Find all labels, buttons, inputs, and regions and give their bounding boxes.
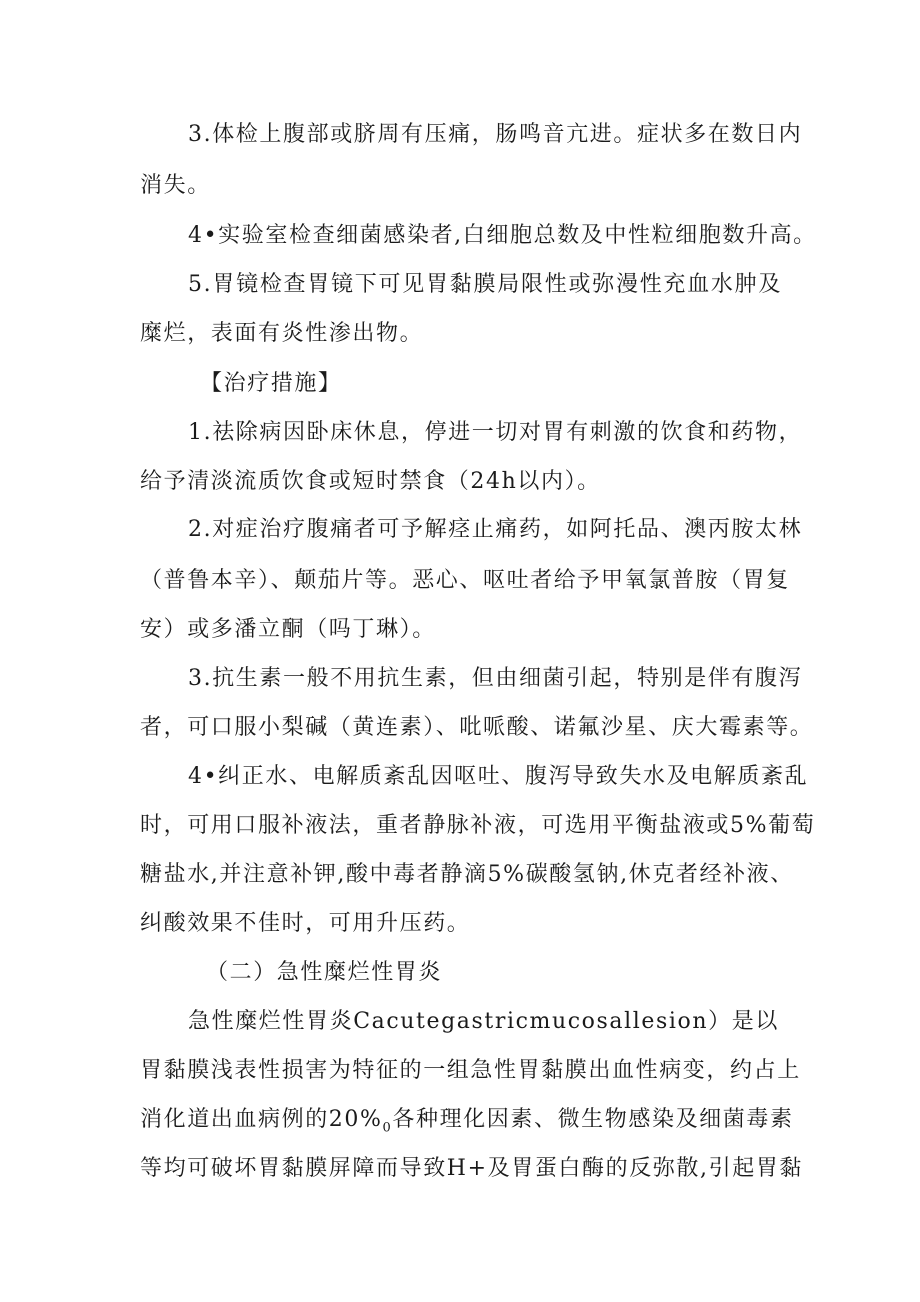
- paragraph-line: 胃黏膜浅表性损害为特征的一组急性胃黏膜出血性病变，约占上: [140, 1058, 801, 1083]
- paragraph-line: 糜烂，表面有炎性渗出物。: [140, 321, 424, 346]
- subscript: 0: [382, 1120, 393, 1136]
- paragraph-line: （普鲁本辛）、颠茄片等。恶心、呕吐者给予甲氧氯普胺（胃复: [140, 568, 790, 593]
- line-segment: 各种理化因素、微生物感染及细菌毒素: [392, 1107, 794, 1132]
- section-heading: 【治疗措施】: [200, 371, 342, 396]
- paragraph-line: 给予清淡流质饮食或短时禁食（24h以内）。: [140, 469, 601, 494]
- paragraph-line: 3.体检上腹部或脐周有压痛，肠鸣音亢进。症状多在数日内: [188, 122, 803, 147]
- paragraph-line: 者，可口服小梨碱（黄连素）、吡哌酸、诺氟沙星、庆大霉素等。: [140, 715, 814, 740]
- paragraph-line: 4•实验室检查细菌感染者,白细胞总数及中性粒细胞数升高。: [188, 223, 817, 248]
- paragraph-line: 3.抗生素一般不用抗生素，但由细菌引起，特别是伴有腹泻: [188, 666, 803, 691]
- paragraph-line: 消失。: [140, 173, 211, 198]
- paragraph-line: 2.对症治疗腹痛者可予解痉止痛药，如阿托品、澳丙胺太林: [188, 517, 803, 542]
- paragraph-line: 1.祛除病因卧床休息，停进一切对胃有刺激的饮食和药物，: [188, 420, 803, 445]
- line-segment: 消化道出血病例的20%: [140, 1107, 383, 1132]
- paragraph-line: 时，可用口服补液法，重者静脉补液，可选用平衡盐液或5%葡萄: [140, 813, 816, 838]
- paragraph-line: 等均可破坏胃黏膜屏障而导致H+及胃蛋白酶的反弥散,引起胃黏: [140, 1156, 804, 1181]
- paragraph-line: 糖盐水,并注意补钾,酸中毒者静滴5%碳酸氢钠,休克者经补液、: [140, 862, 794, 887]
- paragraph-line: 急性糜烂性胃炎Cacutegastricmucosallesion）是以: [188, 1009, 779, 1034]
- paragraph-line: 安）或多潘立酮（吗丁琳）。: [140, 617, 436, 642]
- subsection-heading: （二）急性糜烂性胃炎: [206, 960, 443, 985]
- paragraph-line: [140, 1105, 794, 1143]
- paragraph-line: 纠酸效果不佳时，可用升压药。: [140, 911, 471, 936]
- paragraph-line: 4•纠正水、电解质紊乱因呕吐、腹泻导致失水及电解质紊乱: [188, 764, 809, 789]
- paragraph-line: 5.胃镜检查胃镜下可见胃黏膜局限性或弥漫性充血水肿及: [188, 272, 782, 297]
